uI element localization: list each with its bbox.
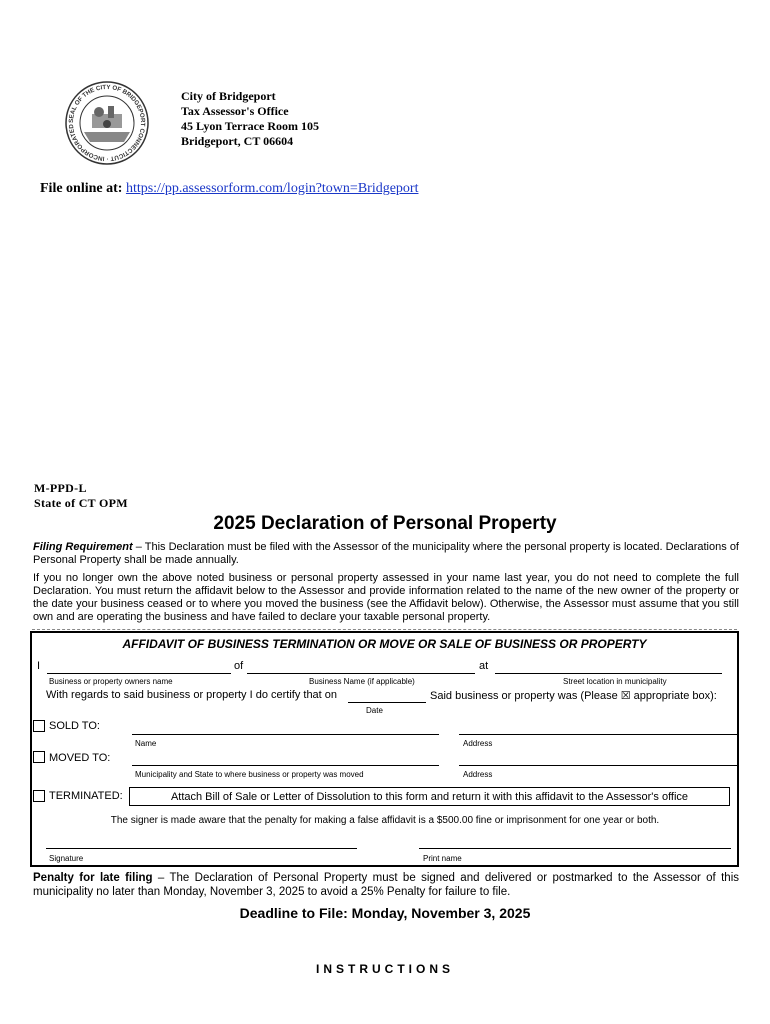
i-label: I <box>37 660 41 672</box>
assessor-address <box>181 89 319 149</box>
city-seal-logo <box>64 80 150 166</box>
file-online-line <box>40 181 418 197</box>
terminated-label: TERMINATED: <box>49 790 123 802</box>
terminated-checkbox[interactable] <box>33 790 45 802</box>
instructions-heading: INSTRUCTIONS <box>316 962 454 976</box>
page-title: 2025 Declaration of Personal Property <box>213 513 557 534</box>
date-caption: Date <box>366 706 383 715</box>
moved-to-municipality-field[interactable] <box>132 765 439 766</box>
of-label: of <box>234 660 244 672</box>
street-location-field[interactable] <box>495 673 722 674</box>
owner-name-field[interactable] <box>47 673 231 674</box>
address-caption-2: Address <box>463 770 493 779</box>
street-caption: Street location in municipality <box>563 677 667 686</box>
sold-to-label: SOLD TO: <box>49 720 100 732</box>
sold-to-checkbox[interactable] <box>33 720 45 732</box>
deadline-heading: Deadline to File: Monday, November 3, 2025 <box>239 905 531 921</box>
affidavit-title: AFFIDAVIT OF BUSINESS TERMINATION OR MOVE OR SALE OF BUSINESS OR PROPERTY <box>122 637 647 651</box>
svg-text:SEAL OF THE CITY OF BRIDGEPORT: SEAL OF THE CITY OF BRIDGEPORT CONNECTICUT · INCORPORATED <box>67 83 147 163</box>
form-code <box>34 481 128 511</box>
certify-text: With regards to said business or property I do certify that on <box>46 689 338 701</box>
address-line: Tax Assessor's Office <box>181 104 289 118</box>
file-online-link[interactable]: https://pp.assessorform.com/login?town=Bridgeport <box>125 181 419 196</box>
moved-to-checkbox[interactable] <box>33 751 45 763</box>
moved-to-address-field[interactable] <box>459 765 739 766</box>
municipality-caption: Municipality and State to where business or property was moved <box>135 770 364 779</box>
business-name-field[interactable] <box>247 673 475 674</box>
signer-warning: The signer is made aware that the penalty for making a false affidavit is a $500.00 fine or imprisonment for one year or both. <box>110 815 660 826</box>
form-agency: State of CT OPM <box>34 496 128 510</box>
print-name-caption: Print name <box>423 854 462 863</box>
filing-requirement-paragraph <box>33 541 739 567</box>
print-name-field[interactable] <box>419 848 731 849</box>
attach-instruction-box: Attach Bill of Sale or Letter of Dissolution to this form and return it with this affidavit to the Assessor's office <box>129 787 730 806</box>
date-field[interactable] <box>348 702 426 703</box>
moved-to-label: MOVED TO: <box>49 752 111 764</box>
divider <box>32 629 737 630</box>
address-caption: Address <box>463 739 493 748</box>
filing-requirement-label: Filing Requirement <box>33 541 133 553</box>
at-label: at <box>479 660 489 672</box>
affidavit-box <box>30 631 739 867</box>
owner-caption: Business or property owners name <box>49 677 173 686</box>
address-line: City of Bridgeport <box>181 89 276 103</box>
filing-requirement-text: – This Declaration must be filed with the Assessor of the municipality where the personal property is located. Declarations of Personal Property shall be made annually. <box>33 541 739 566</box>
file-online-label: File online at: <box>40 181 123 196</box>
penalty-label: Penalty for late filing <box>33 872 153 884</box>
name-caption: Name <box>135 739 157 748</box>
form-number: M-PPD-L <box>34 481 87 495</box>
sold-to-name-field[interactable] <box>132 734 439 735</box>
penalty-text: – The Declaration of Personal Property must be signed and delivered or postmarked to the Assessor of this municipality no later than Monday, November 3, 2025 to avoid a 25% Penalty for failure to file. <box>33 872 739 898</box>
signature-field[interactable] <box>46 848 357 849</box>
sold-to-address-field[interactable] <box>459 734 739 735</box>
said-business-text: Said business or property was (Please ☒ appropriate box): <box>430 690 717 702</box>
address-line: Bridgeport, CT 06604 <box>181 134 294 148</box>
business-caption: Business Name (if applicable) <box>309 677 415 686</box>
signature-caption: Signature <box>49 854 84 863</box>
no-longer-own-paragraph: If you no longer own the above noted business or personal property assessed in your name last year, you do not need to complete the full Declaration. You must return the affidavit below to the Assessor and provide information related to the name of the new owner of the property or the date your business ceased or to where you moved the business (see the Affidavit below). Otherwise, the Assessor must assume that you still own and are operating the business and have failed to declare your taxable personal property. <box>33 572 739 623</box>
address-line: 45 Lyon Terrace Room 105 <box>181 119 319 133</box>
penalty-paragraph <box>33 872 739 899</box>
